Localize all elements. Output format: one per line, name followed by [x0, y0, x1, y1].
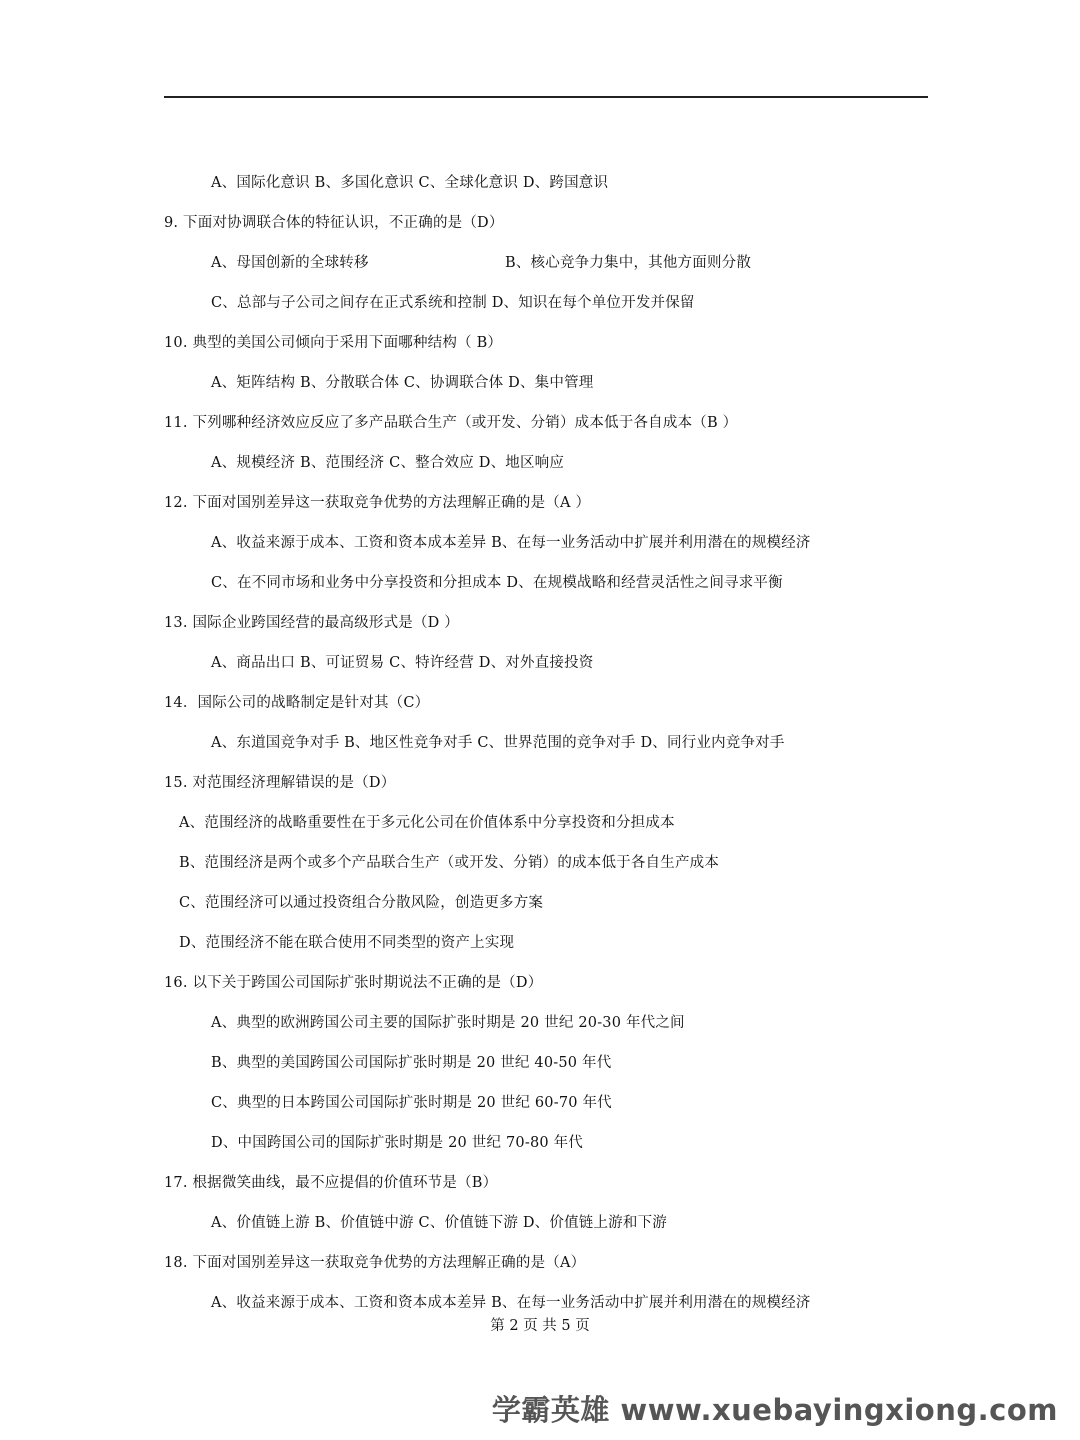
q15-option-c: C、范围经济可以通过投资组合分散风险，创造更多方案 — [179, 895, 544, 911]
q13-options: A、商品出口 B、可证贸易 C、特许经营 D、对外直接投资 — [211, 655, 594, 671]
q12-options-cd: C、在不同市场和业务中分享投资和分担成本 D、在规模战略和经营灵活性之间寻求平衡 — [211, 575, 783, 591]
q18-options: A、收益来源于成本、工资和资本成本差异 B、在每一业务活动中扩展并利用潜在的规模经济 — [211, 1295, 811, 1311]
q15-option-a: A、范围经济的战略重要性在于多元化公司在价值体系中分享投资和分担成本 — [179, 815, 675, 831]
site-watermark: 学霸英雄 www.xuebayingxiong.com — [491, 1393, 1058, 1427]
q12-options-ab: A、收益来源于成本、工资和资本成本差异 B、在每一业务活动中扩展并利用潜在的规模经济 — [211, 535, 811, 551]
q14-options: A、东道国竞争对手 B、地区性竞争对手 C、世界范围的竞争对手 D、同行业内竞争对手 — [211, 735, 785, 751]
header-rule — [164, 96, 928, 98]
question-18: 18. 下面对国别差异这一获取竞争优势的方法理解正确的是（A） — [164, 1255, 586, 1271]
question-11: 11. 下列哪种经济效应反应了多产品联合生产（或开发、分销）成本低于各自成本（B ） — [164, 415, 738, 431]
question-9: 9. 下面对协调联合体的特征认识，不正确的是（D） — [164, 215, 504, 231]
page-footer: 第 2 页 共 5 页 — [490, 1318, 590, 1334]
q9-option-b: B、核心竞争力集中，其他方面则分散 — [505, 255, 752, 271]
question-12: 12. 下面对国别差异这一获取竞争优势的方法理解正确的是（A ） — [164, 495, 591, 511]
q16-option-a: A、典型的欧洲跨国公司主要的国际扩张时期是 20 世纪 20-30 年代之间 — [211, 1015, 685, 1031]
q11-options: A、规模经济 B、范围经济 C、整合效应 D、地区响应 — [211, 455, 565, 471]
question-15: 15. 对范围经济理解错误的是（D） — [164, 775, 396, 791]
q16-option-b: B、典型的美国跨国公司国际扩张时期是 20 世纪 40-50 年代 — [211, 1055, 612, 1071]
q8-options: A、国际化意识 B、多国化意识 C、全球化意识 D、跨国意识 — [211, 175, 609, 191]
q9-option-a: A、母国创新的全球转移 — [211, 255, 369, 271]
q16-option-d: D、中国跨国公司的国际扩张时期是 20 世纪 70-80 年代 — [211, 1135, 584, 1151]
question-16: 16. 以下关于跨国公司国际扩张时期说法不正确的是（D） — [164, 975, 543, 991]
q15-option-d: D、范围经济不能在联合使用不同类型的资产上实现 — [179, 935, 515, 951]
question-13: 13. 国际企业跨国经营的最高级形式是（D ） — [164, 615, 460, 631]
q17-options: A、价值链上游 B、价值链中游 C、价值链下游 D、价值链上游和下游 — [211, 1215, 667, 1231]
q9-options-cd: C、总部与子公司之间存在正式系统和控制 D、知识在每个单位开发并保留 — [211, 295, 695, 311]
question-10: 10. 典型的美国公司倾向于采用下面哪种结构（ B） — [164, 335, 503, 351]
q15-option-b: B、范围经济是两个或多个产品联合生产（或开发、分销）的成本低于各自生产成本 — [179, 855, 720, 871]
q10-options: A、矩阵结构 B、分散联合体 C、协调联合体 D、集中管理 — [211, 375, 594, 391]
question-17: 17. 根据微笑曲线，最不应提倡的价值环节是（B） — [164, 1175, 498, 1191]
question-14: 14．国际公司的战略制定是针对其（C） — [164, 695, 430, 711]
q16-option-c: C、典型的日本跨国公司国际扩张时期是 20 世纪 60-70 年代 — [211, 1095, 612, 1111]
